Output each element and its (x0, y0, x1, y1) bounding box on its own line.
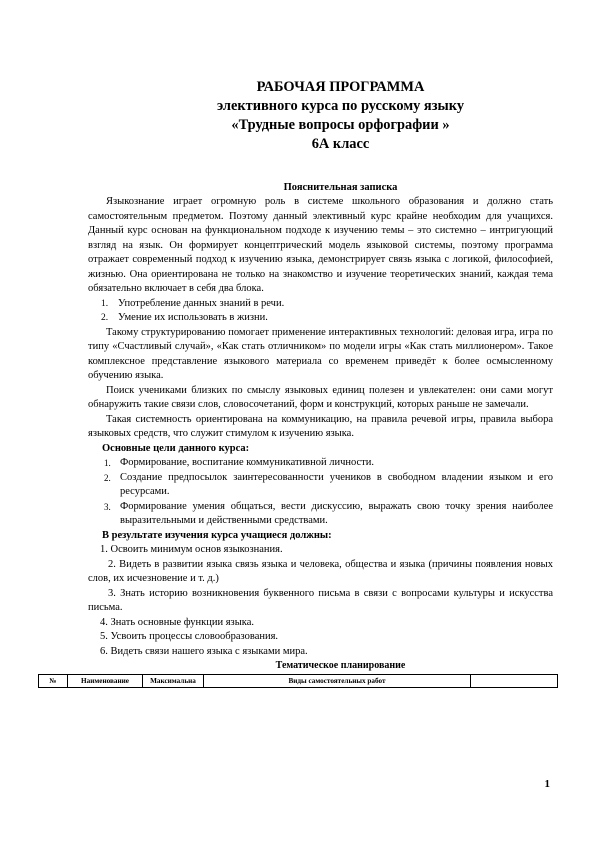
list-number: 1. (101, 298, 109, 309)
list-number: 1. (104, 458, 111, 468)
list-text: Создание предпосылок заинтересованности учеников в свободном владении языком и его ресурсами. (120, 471, 553, 497)
list-number: 3. (104, 501, 111, 512)
list-text: Формирование умения общаться, вести дискуссию, выражать свою точку зрения наиболее выразительными и действенными средствами. (120, 500, 553, 526)
goals-list (88, 456, 553, 529)
list-item (88, 297, 553, 312)
list-item: 4. Знать основные функции языка. (100, 616, 254, 628)
list-item: 5. Усвоить процессы словообразования. (100, 631, 279, 642)
title-line-4: 6А класс (311, 136, 370, 152)
usage-list (88, 297, 553, 326)
paragraph: Языкознание играет огромную роль в системе школьного образования и должно стать самостоятельным предметом. Поэтому данный элективный курс крайне необходим для учащихся. Данный курс основан на функциональном подходе к изучению темы – это системно – интригующий взгляд на язык. Он формирует концептрический модель языковой системы, поэтому программа отражает современный подход к изучению языка, демонстрирует связь языка с логикой, философией, жизнью. Она ориентирована не только на знакомство и изучение теоретических знаний, каждая тема обязательно включает в себя два блока. (88, 196, 553, 294)
table-header-row (39, 675, 558, 688)
list-item (88, 456, 553, 471)
results-list (88, 543, 553, 659)
document-page (49, 78, 553, 688)
column-header-work-types: Виды самостоятельных работ (204, 675, 471, 688)
paragraph: Поиск учениками близких по смыслу языковых единиц полезен и увлекателен: они сами могут обнаружить такие связи слов, словосочетаний, форм и конструкций, которых раньше не замечали. (88, 384, 553, 410)
list-number: 2. (104, 472, 111, 483)
goals-heading: Основные цели данного курса: (102, 442, 250, 454)
paragraph: Такому структурированию помогает применение интерактивных технологий: деловая игра, игра по типу «Счастливый случай», «Как стать отличником» по модели игры «Как стать миллионером». Такое комплексное представление языкового материала со временем приведёт к более осмысленному обучению языка. (88, 326, 553, 381)
list-item (88, 471, 553, 500)
paragraph: Такая системность ориентирована на коммуникацию, на правила речевой игры, правила выбора языковых средств, что служит стимулом к изучению языка. (88, 413, 553, 439)
page-number: 1 (544, 778, 550, 790)
list-text: Формирование, воспитание коммуникативной личности. (120, 457, 374, 468)
column-header-number: № (39, 675, 68, 688)
column-header-empty (471, 675, 558, 688)
list-number: 2. (101, 313, 109, 323)
list-item: 3. Знать историю возникновения буквенного письма в связи с вопросами культуры и искусства письма. (88, 587, 553, 613)
title-block (128, 78, 553, 154)
planning-heading: Тематическое планирование (275, 660, 406, 671)
title-line-3: «Трудные вопросы орфографии » (231, 117, 450, 133)
column-header-max: Максимальна (143, 675, 204, 688)
planning-table (38, 674, 558, 688)
list-item (88, 311, 553, 326)
list-text: Употребление данных знаний в речи. (118, 297, 285, 309)
list-item (88, 500, 553, 529)
results-heading: В результате изучения курса учащиеся должны: (102, 529, 332, 541)
list-item: 1. Освоить минимум основ языкознания. (100, 544, 283, 555)
explanatory-heading: Пояснительная записка (283, 182, 398, 193)
list-item: 2. Видеть в развитии языка связь языка и человека, общества и языка (причины появления новых слов, их исчезновение и т. д.) (88, 558, 553, 584)
list-item: 6. Видеть связи нашего языка с языками мира. (100, 645, 308, 657)
list-text: Умение их использовать в жизни. (118, 312, 268, 323)
title-line-1: РАБОЧАЯ ПРОГРАММА (256, 79, 425, 95)
column-header-name: Наименование (68, 675, 143, 688)
title-line-2: элективного курса по русскому языку (216, 98, 465, 114)
